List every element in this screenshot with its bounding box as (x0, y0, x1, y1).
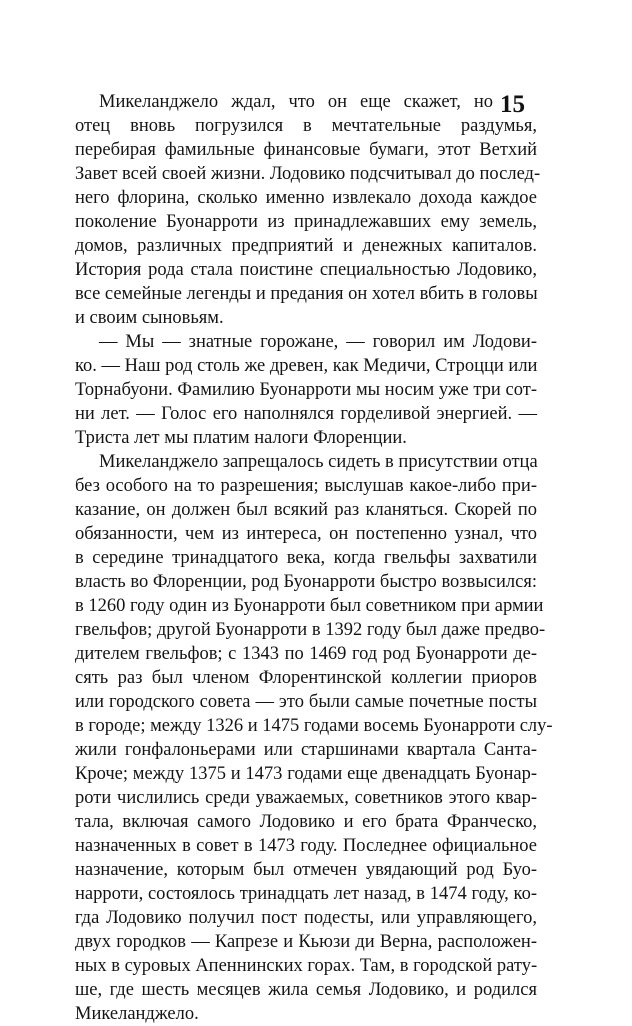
text-line: в середине тринадцатого века, когда гвельфы захватили (75, 548, 537, 568)
text-line: роти числились среди уважаемых, советников этого квар- (75, 788, 537, 808)
text-line: Торнабуони. Фамилию Буонарроти мы носим уже три сот- (75, 380, 537, 400)
text-line: — Мы — знатные горожане, — говорил им Лодови- (99, 332, 537, 352)
text-line: ни лет. — Голос его наполнялся горделивой энергией. — (75, 404, 537, 424)
text-line: казание, он должен был всякий раз кланяться. Скорей по (75, 500, 537, 520)
text-line: отец вновь погрузился в мечтательные раздумья, (75, 116, 537, 136)
page-number: 15 (500, 91, 525, 118)
text-line: в городе; между 1326 и 1475 годами восемь Буонарроти слу- (75, 716, 553, 736)
text-line: ко. — Наш род столь же древен, как Медичи, Строцци или (75, 356, 538, 376)
text-line: гвельфов; другой Буонарроти в 1392 году был даже предво- (75, 620, 546, 640)
text-line: гда Лодовико получил пост подесты, или управляющего, (75, 908, 537, 928)
text-line: ных в суровых Апеннинских горах. Там, в городской рату- (75, 956, 538, 976)
text-line: него флорина, сколько именно извлекало дохода каждое (75, 188, 537, 208)
text-line: или городского совета — это были самые почетные посты (75, 692, 537, 712)
text-line: в 1260 году один из Буонарроти был советником при армии (75, 596, 544, 616)
text-line: сять раз был членом Флорентинской коллегии приоров (75, 668, 537, 688)
text-line: тала, включая самого Лодовико и его брата Франческо, (75, 812, 537, 832)
text-line: Завет всей своей жизни. Лодовико подсчитывал до послед- (75, 164, 541, 184)
text-line: назначенных в совет в 1473 году. Последнее официальное (75, 836, 537, 856)
text-line: ше, где шесть месяцев жила семья Лодовико, и родился (75, 980, 537, 1000)
text-line: Триста лет мы платим налоги Флоренции. (75, 428, 407, 448)
text-line: все семейные легенды и предания он хотел вбить в головы (75, 284, 538, 304)
text-line: Кроче; между 1375 и 1473 годами еще двенадцать Буонар- (75, 764, 537, 784)
text-line: жили гонфалоньерами или старшинами квартала Санта- (75, 740, 537, 760)
text-line: поколение Буонарроти из принадлежавших ему земель, (75, 212, 537, 232)
text-line: власть во Флоренции, род Буонарроти быстро возвысился: (75, 572, 537, 592)
text-line: Микеланджело запрещалось сидеть в присутствии отца (99, 452, 538, 472)
text-line: обязанности, чем из интереса, он постепенно узнал, что (75, 524, 537, 544)
body-text (75, 90, 553, 1026)
text-line: домов, различных предприятий и денежных капиталов. (75, 236, 537, 256)
text-line: дителем гвельфов; с 1343 по 1469 год род Буонарроти де- (75, 644, 537, 664)
text-line: История рода стала поистине специальностью Лодовико, (75, 260, 537, 280)
text-line: назначение, которым был отмечен увядающий род Буо- (75, 860, 537, 880)
text-line: нарроти, состоялось тринадцать лет назад, в 1474 году, ко- (75, 884, 537, 904)
text-line: без особого на то разрешения; выслушав какое-либо при- (75, 476, 537, 496)
text-line: Микеланджело ждал, что он еще скажет, но (99, 92, 493, 112)
text-line: перебирая фамильные финансовые бумаги, этот Ветхий (75, 140, 537, 160)
text-line: и своим сыновьям. (75, 308, 224, 328)
text-line: Микеланджело. (75, 1004, 199, 1024)
text-line: двух городков — Капрезе и Кьюзи ди Верна, расположен- (75, 932, 537, 952)
